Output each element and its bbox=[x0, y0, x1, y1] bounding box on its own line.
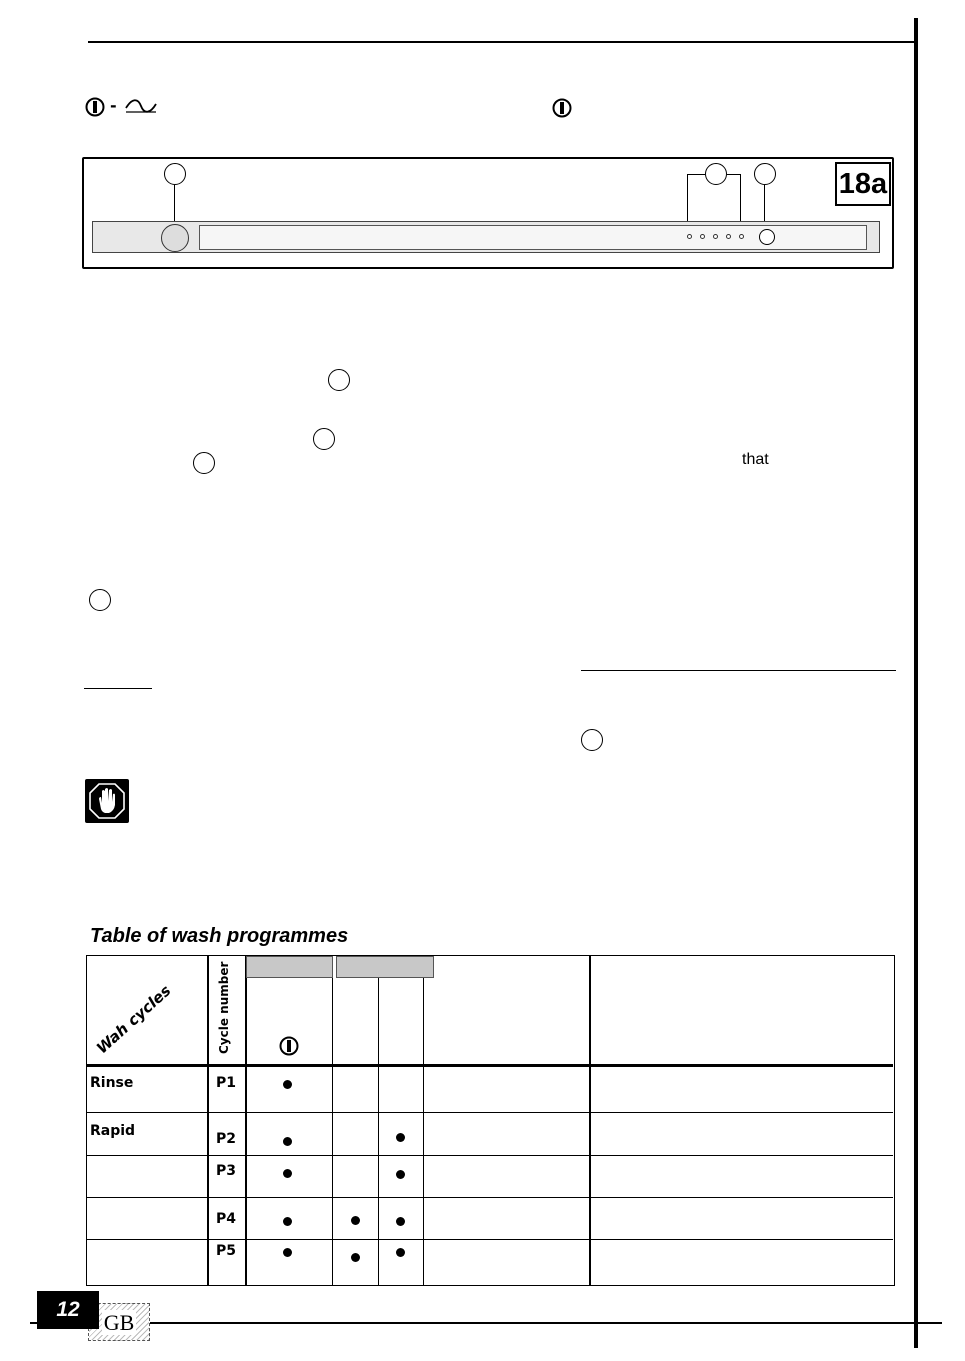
cycle-number: P5 bbox=[216, 1243, 237, 1259]
callout-bracket bbox=[687, 174, 705, 175]
bottom-rule bbox=[30, 1322, 942, 1324]
cycle-number: P1 bbox=[216, 1075, 237, 1091]
panel-strip bbox=[92, 221, 880, 253]
header-gray-block bbox=[336, 956, 434, 978]
cycle-bullet bbox=[396, 1133, 405, 1142]
callout-circle bbox=[705, 163, 727, 185]
header-wash-cycles: Wah cycles bbox=[93, 981, 175, 1058]
cycle-bullet bbox=[283, 1217, 292, 1226]
page-number: 12 bbox=[37, 1291, 99, 1329]
row-divider bbox=[87, 1197, 893, 1198]
underline-rule bbox=[84, 688, 152, 689]
row-divider bbox=[87, 1239, 893, 1240]
cycle-name: Rinse bbox=[90, 1075, 134, 1091]
text-callout-circle bbox=[193, 452, 215, 474]
body-text-fragment: that bbox=[742, 451, 769, 468]
right-border bbox=[914, 18, 918, 1348]
cycle-bullet bbox=[283, 1080, 292, 1089]
on-off-button bbox=[759, 229, 775, 245]
indicator-led bbox=[713, 234, 718, 239]
callout-bracket bbox=[727, 174, 741, 175]
stop-hand-icon bbox=[85, 779, 129, 823]
cycle-number: P4 bbox=[216, 1211, 237, 1227]
callout-circle bbox=[754, 163, 776, 185]
indicator-led bbox=[726, 234, 731, 239]
row-divider bbox=[87, 1112, 893, 1113]
cycle-bullet bbox=[283, 1169, 292, 1178]
text-callout-circle bbox=[581, 729, 603, 751]
cycle-number: P2 bbox=[216, 1131, 237, 1147]
dash-separator: - bbox=[110, 96, 117, 115]
mains-wave-icon bbox=[124, 97, 158, 115]
column-divider bbox=[207, 956, 209, 1285]
indicator-led bbox=[739, 234, 744, 239]
column-divider bbox=[589, 956, 591, 1285]
header-gray-block bbox=[246, 956, 333, 978]
cycle-bullet bbox=[396, 1170, 405, 1179]
language-code: GB bbox=[103, 1310, 135, 1335]
power-indicator-icon bbox=[279, 1036, 299, 1056]
control-panel-figure bbox=[82, 157, 894, 269]
text-callout-circle bbox=[328, 369, 350, 391]
underline-rule bbox=[581, 670, 896, 671]
cycle-name: Rapid bbox=[90, 1123, 136, 1139]
figure-label: 18a bbox=[835, 162, 891, 206]
cycle-bullet bbox=[283, 1137, 292, 1146]
column-divider bbox=[332, 956, 333, 1285]
header-rule bbox=[87, 1064, 893, 1067]
programme-knob bbox=[161, 224, 189, 252]
row-divider bbox=[87, 1155, 893, 1156]
wash-programmes-table bbox=[86, 955, 895, 1286]
header-cycle-number: Cycle number bbox=[217, 961, 231, 1054]
cycle-bullet bbox=[396, 1217, 405, 1226]
cycle-bullet bbox=[283, 1248, 292, 1257]
cycle-bullet bbox=[351, 1253, 360, 1262]
column-divider bbox=[245, 956, 247, 1285]
indicator-led bbox=[700, 234, 705, 239]
indicator-led bbox=[687, 234, 692, 239]
cycle-bullet bbox=[351, 1216, 360, 1225]
cycle-number: P3 bbox=[216, 1163, 237, 1179]
table-title: Table of wash programmes bbox=[90, 925, 349, 947]
callout-circle bbox=[164, 163, 186, 185]
power-indicator-icon bbox=[552, 98, 572, 118]
cycle-bullet bbox=[396, 1248, 405, 1257]
text-callout-circle bbox=[89, 589, 111, 611]
power-indicator-icon bbox=[85, 97, 105, 117]
top-rule bbox=[88, 41, 916, 43]
text-callout-circle bbox=[313, 428, 335, 450]
